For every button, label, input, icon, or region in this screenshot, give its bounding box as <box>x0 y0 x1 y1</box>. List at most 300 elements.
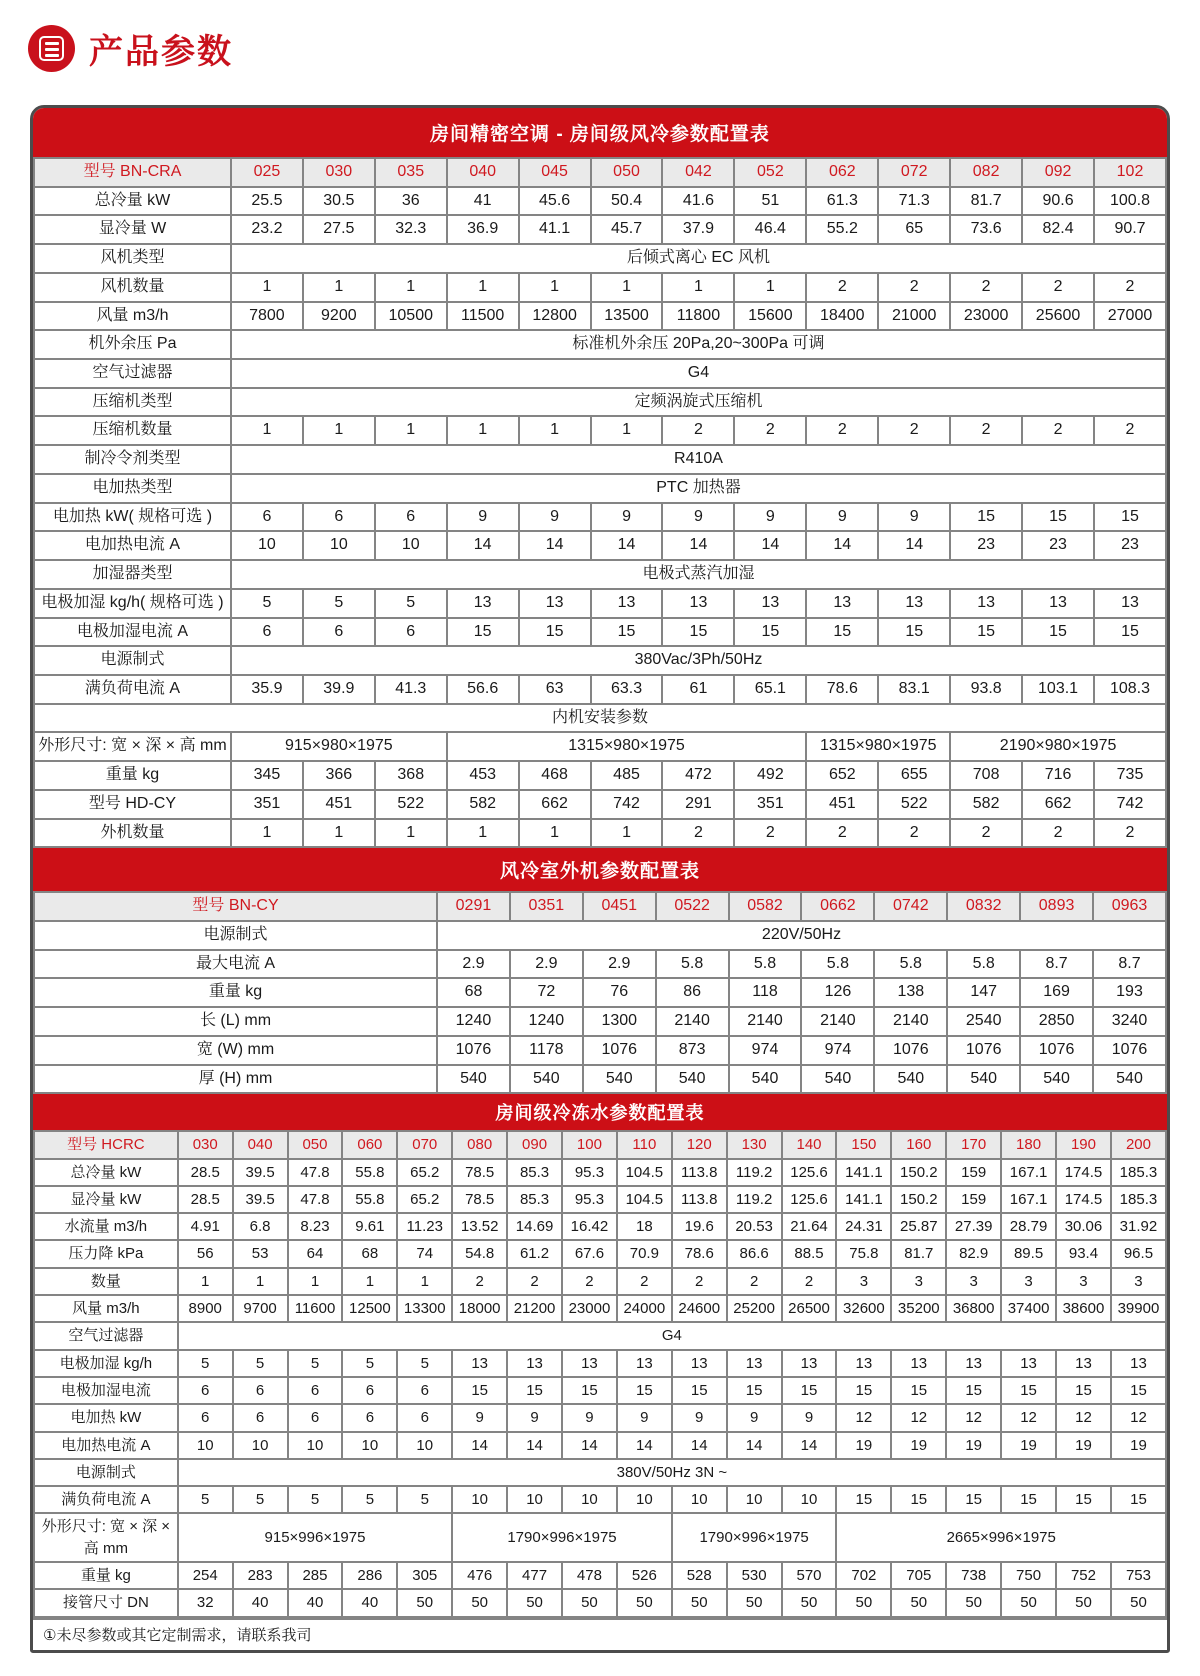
value-cell: 9 <box>662 503 734 532</box>
model-header-cell: 080 <box>452 1131 507 1158</box>
value-cell: 10 <box>727 1486 782 1513</box>
value-cell: 15 <box>617 1377 672 1404</box>
value-cell: 351 <box>734 790 806 819</box>
value-cell: 3 <box>946 1268 1001 1295</box>
value-cell: 104.5 <box>617 1186 672 1213</box>
value-cell: 28.5 <box>178 1159 233 1186</box>
table-row <box>34 503 1166 532</box>
value-cell: 32600 <box>836 1295 891 1322</box>
value-cell: 1300 <box>583 1007 656 1036</box>
value-cell: 5 <box>288 1350 343 1377</box>
value-cell: 1 <box>375 416 447 445</box>
model-header-row <box>34 158 1166 187</box>
value-cell: 2 <box>950 416 1022 445</box>
value-cell: 13 <box>452 1350 507 1377</box>
value-cell: 88.5 <box>782 1240 837 1267</box>
value-cell: 1 <box>447 819 519 848</box>
value-cell: 2540 <box>947 1007 1020 1036</box>
value-cell: 15 <box>878 618 950 647</box>
value-cell: 478 <box>562 1562 617 1589</box>
table-row <box>34 1350 1166 1377</box>
value-cell: 5 <box>233 1486 288 1513</box>
value-cell: 6 <box>303 618 375 647</box>
table-row <box>34 1459 1166 1486</box>
row-label: 电极加湿电流 A <box>34 618 231 647</box>
value-cell: 13 <box>946 1350 1001 1377</box>
value-cell: 27000 <box>1094 302 1166 331</box>
value-cell: 702 <box>836 1562 891 1589</box>
value-cell: 2.9 <box>437 950 510 979</box>
value-cell: 1076 <box>874 1036 947 1065</box>
value-cell: 368 <box>375 761 447 790</box>
value-cell: 38600 <box>1056 1295 1111 1322</box>
value-cell: 11600 <box>288 1295 343 1322</box>
value-cell: 285 <box>288 1562 343 1589</box>
value-cell: 35200 <box>891 1295 946 1322</box>
value-cell: 2140 <box>729 1007 802 1036</box>
value-cell: 50 <box>891 1589 946 1616</box>
value-cell: 540 <box>437 1065 510 1094</box>
table-banner: 风冷室外机参数配置表 <box>33 848 1167 891</box>
value-cell: 39900 <box>1111 1295 1166 1322</box>
value-cell: 4.91 <box>178 1213 233 1240</box>
value-cell: 752 <box>1056 1562 1111 1589</box>
value-cell: 14 <box>519 531 591 560</box>
value-cell: 5 <box>231 589 303 618</box>
value-cell: 8.7 <box>1020 950 1093 979</box>
value-cell: 25200 <box>727 1295 782 1322</box>
row-label: 压缩机数量 <box>34 416 231 445</box>
value-cell: 662 <box>1022 790 1094 819</box>
value-cell: 9 <box>734 503 806 532</box>
spec-table <box>33 1130 1167 1617</box>
value-cell: 93.4 <box>1056 1240 1111 1267</box>
value-cell: 12 <box>1111 1404 1166 1431</box>
value-cell: 36 <box>375 187 447 216</box>
value-cell: 540 <box>947 1065 1020 1094</box>
value-cell: 8900 <box>178 1295 233 1322</box>
value-cell: 540 <box>1093 1065 1166 1094</box>
value-cell: 21200 <box>507 1295 562 1322</box>
value-cell: 873 <box>656 1036 729 1065</box>
value-cell: 25600 <box>1022 302 1094 331</box>
value-cell: 61.2 <box>507 1240 562 1267</box>
value-cell: 10 <box>233 1432 288 1459</box>
value-cell: 169 <box>1020 978 1093 1007</box>
value-cell: 50 <box>782 1589 837 1616</box>
value-cell: 15 <box>1001 1486 1056 1513</box>
value-cell: 30.5 <box>303 187 375 216</box>
value-cell: 10 <box>178 1432 233 1459</box>
dimension-span-cell: 915×980×1975 <box>231 732 447 761</box>
value-cell: 50 <box>1056 1589 1111 1616</box>
model-header-cell: 045 <box>519 158 591 187</box>
dimension-span-cell: 1790×996×1975 <box>452 1513 672 1562</box>
value-cell: 13 <box>617 1350 672 1377</box>
value-cell: 23.2 <box>231 215 303 244</box>
value-cell: 9 <box>519 503 591 532</box>
value-cell: 1076 <box>437 1036 510 1065</box>
value-cell: 2 <box>562 1268 617 1295</box>
value-cell: 13 <box>806 589 878 618</box>
value-cell: 13 <box>891 1350 946 1377</box>
value-cell: 81.7 <box>891 1240 946 1267</box>
value-cell: 9 <box>447 503 519 532</box>
value-cell: 1076 <box>583 1036 656 1065</box>
value-cell: 15 <box>1022 618 1094 647</box>
value-cell: 12 <box>891 1404 946 1431</box>
table-row <box>34 1065 1166 1094</box>
page-title: 产品参数 <box>89 33 233 71</box>
model-header-cell: 102 <box>1094 158 1166 187</box>
row-label: 外机数量 <box>34 819 231 848</box>
row-label: 电极加湿 kg/h <box>34 1350 178 1377</box>
value-cell: 2 <box>734 819 806 848</box>
value-cell: 9 <box>878 503 950 532</box>
value-cell: 16.42 <box>562 1213 617 1240</box>
value-cell: 1240 <box>510 1007 583 1036</box>
value-cell: 15 <box>1001 1377 1056 1404</box>
value-cell: 5 <box>397 1486 452 1513</box>
value-cell: 50 <box>836 1589 891 1616</box>
model-header-cell: 0832 <box>947 892 1020 921</box>
value-cell: 14 <box>591 531 663 560</box>
model-header-cell: 040 <box>447 158 519 187</box>
row-label: 总冷量 kW <box>34 1159 178 1186</box>
value-cell: 19 <box>1056 1432 1111 1459</box>
value-cell: 90.6 <box>1022 187 1094 216</box>
value-cell: 71.3 <box>878 187 950 216</box>
value-cell: 13 <box>782 1350 837 1377</box>
model-header-cell: 0662 <box>801 892 874 921</box>
value-cell: 15 <box>452 1377 507 1404</box>
value-cell: 9.61 <box>342 1213 397 1240</box>
table-row <box>34 790 1166 819</box>
model-row-label: 型号 BN-CY <box>34 892 437 921</box>
dimension-span-cell: 1790×996×1975 <box>672 1513 837 1562</box>
model-header-cell: 030 <box>178 1131 233 1158</box>
value-cell: 193 <box>1093 978 1166 1007</box>
model-header-row <box>34 892 1166 921</box>
value-cell: 26500 <box>782 1295 837 1322</box>
value-cell: 13 <box>1001 1350 1056 1377</box>
value-cell: 10 <box>452 1486 507 1513</box>
value-cell: 13 <box>507 1350 562 1377</box>
value-cell: 582 <box>950 790 1022 819</box>
value-cell: 95.3 <box>562 1186 617 1213</box>
value-cell: 2 <box>507 1268 562 1295</box>
value-cell: 13 <box>950 589 1022 618</box>
value-cell: 5.8 <box>656 950 729 979</box>
table-row <box>34 921 1166 950</box>
value-cell: 14.69 <box>507 1213 562 1240</box>
table-row <box>34 445 1166 474</box>
value-cell: 63 <box>519 675 591 704</box>
value-cell: 13 <box>1094 589 1166 618</box>
value-cell: 1 <box>397 1268 452 1295</box>
table-row <box>34 1007 1166 1036</box>
value-cell: 1 <box>591 273 663 302</box>
value-cell: 6 <box>342 1377 397 1404</box>
value-cell: 12800 <box>519 302 591 331</box>
value-cell: 2.9 <box>510 950 583 979</box>
value-cell: 7800 <box>231 302 303 331</box>
model-header-row <box>34 1131 1166 1158</box>
model-header-cell: 0522 <box>656 892 729 921</box>
row-label: 电加热电流 A <box>34 531 231 560</box>
value-cell: 19.6 <box>672 1213 727 1240</box>
value-cell: 1076 <box>947 1036 1020 1065</box>
value-cell: 974 <box>801 1036 874 1065</box>
value-cell: 2 <box>662 416 734 445</box>
value-cell: 118 <box>729 978 802 1007</box>
value-cell: 15 <box>891 1377 946 1404</box>
value-cell: 291 <box>662 790 734 819</box>
value-cell: 13 <box>734 589 806 618</box>
value-cell: 5 <box>375 589 447 618</box>
value-cell: 1 <box>447 416 519 445</box>
value-cell: 3 <box>1111 1268 1166 1295</box>
value-cell: 15 <box>1056 1486 1111 1513</box>
value-cell: 14 <box>507 1432 562 1459</box>
value-cell: 366 <box>303 761 375 790</box>
value-cell: 2 <box>878 819 950 848</box>
value-cell: 2140 <box>874 1007 947 1036</box>
value-cell: 113.8 <box>672 1186 727 1213</box>
value-cell: 75.8 <box>836 1240 891 1267</box>
value-cell: 51 <box>734 187 806 216</box>
value-cell: 15 <box>1022 503 1094 532</box>
value-cell: 125.6 <box>782 1186 837 1213</box>
model-header-cell: 040 <box>233 1131 288 1158</box>
value-cell: 23000 <box>950 302 1022 331</box>
value-cell: 64 <box>288 1240 343 1267</box>
value-cell: 13.52 <box>452 1213 507 1240</box>
value-cell: 50 <box>617 1589 672 1616</box>
value-cell: 125.6 <box>782 1159 837 1186</box>
value-cell: 9 <box>591 503 663 532</box>
value-cell: 5.8 <box>874 950 947 979</box>
value-cell: 1 <box>231 819 303 848</box>
model-header-cell: 050 <box>288 1131 343 1158</box>
value-cell: 78.6 <box>806 675 878 704</box>
value-cell: 2 <box>1094 819 1166 848</box>
value-cell: 13 <box>836 1350 891 1377</box>
model-header-cell: 0963 <box>1093 892 1166 921</box>
value-cell: 82.9 <box>946 1240 1001 1267</box>
value-cell: 2 <box>672 1268 727 1295</box>
row-label: 重量 kg <box>34 978 437 1007</box>
section-row-cell: 内机安装参数 <box>34 704 1166 733</box>
value-cell: 185.3 <box>1111 1186 1166 1213</box>
table-row <box>34 732 1166 761</box>
value-cell: 15 <box>507 1377 562 1404</box>
model-header-cell: 120 <box>672 1131 727 1158</box>
value-cell: 9200 <box>303 302 375 331</box>
value-cell: 6 <box>342 1404 397 1431</box>
value-cell: 103.1 <box>1022 675 1094 704</box>
table-row <box>34 978 1166 1007</box>
table-row <box>34 215 1166 244</box>
value-cell: 9 <box>782 1404 837 1431</box>
value-cell: 1 <box>233 1268 288 1295</box>
value-cell: 90.7 <box>1094 215 1166 244</box>
value-cell: 40 <box>233 1589 288 1616</box>
value-cell: 15 <box>734 618 806 647</box>
value-cell: 3 <box>1056 1268 1111 1295</box>
spec-table <box>33 157 1167 848</box>
value-cell: 2 <box>950 819 1022 848</box>
value-cell: 96.5 <box>1111 1240 1166 1267</box>
value-cell: 47.8 <box>288 1186 343 1213</box>
merged-value-cell: PTC 加热器 <box>231 474 1166 503</box>
row-label: 长 (L) mm <box>34 1007 437 1036</box>
value-cell: 9 <box>806 503 878 532</box>
value-cell: 2 <box>452 1268 507 1295</box>
spec-table <box>33 891 1167 1094</box>
model-header-cell: 0351 <box>510 892 583 921</box>
value-cell: 1 <box>519 819 591 848</box>
value-cell: 570 <box>782 1562 837 1589</box>
value-cell: 61 <box>662 675 734 704</box>
value-cell: 35.9 <box>231 675 303 704</box>
table-row <box>34 1036 1166 1065</box>
value-cell: 10 <box>562 1486 617 1513</box>
value-cell: 50 <box>1111 1589 1166 1616</box>
value-cell: 40 <box>288 1589 343 1616</box>
model-header-cell: 200 <box>1111 1131 1166 1158</box>
value-cell: 20.53 <box>727 1213 782 1240</box>
value-cell: 522 <box>375 790 447 819</box>
value-cell: 753 <box>1111 1562 1166 1589</box>
value-cell: 2.9 <box>583 950 656 979</box>
value-cell: 141.1 <box>836 1186 891 1213</box>
table-row <box>34 474 1166 503</box>
value-cell: 6 <box>231 618 303 647</box>
value-cell: 113.8 <box>672 1159 727 1186</box>
value-cell: 15 <box>946 1486 1001 1513</box>
value-cell: 55.8 <box>342 1186 397 1213</box>
value-cell: 15 <box>1056 1377 1111 1404</box>
value-cell: 15 <box>836 1377 891 1404</box>
table-banner: 房间精密空调 - 房间级风冷参数配置表 <box>33 108 1167 157</box>
value-cell: 2 <box>806 273 878 302</box>
model-header-cell: 180 <box>1001 1131 1056 1158</box>
value-cell: 119.2 <box>727 1186 782 1213</box>
model-header-cell: 0451 <box>583 892 656 921</box>
value-cell: 5 <box>303 589 375 618</box>
model-header-cell: 0893 <box>1020 892 1093 921</box>
model-row-label: 型号 BN-CRA <box>34 158 231 187</box>
table-row <box>34 1432 1166 1459</box>
value-cell: 2 <box>1022 819 1094 848</box>
value-cell: 55.2 <box>806 215 878 244</box>
value-cell: 5 <box>397 1350 452 1377</box>
value-cell: 2 <box>727 1268 782 1295</box>
value-cell: 708 <box>950 761 1022 790</box>
value-cell: 10 <box>231 531 303 560</box>
model-header-cell: 072 <box>878 158 950 187</box>
value-cell: 9 <box>507 1404 562 1431</box>
row-label: 重量 kg <box>34 761 231 790</box>
table-row <box>34 1213 1166 1240</box>
value-cell: 6 <box>303 503 375 532</box>
row-label: 电源制式 <box>34 1459 178 1486</box>
row-label: 电源制式 <box>34 921 437 950</box>
value-cell: 138 <box>874 978 947 1007</box>
value-cell: 2 <box>662 819 734 848</box>
value-cell: 738 <box>946 1562 1001 1589</box>
row-label: 厚 (H) mm <box>34 1065 437 1094</box>
table-row <box>34 302 1166 331</box>
row-label: 水流量 m3/h <box>34 1213 178 1240</box>
value-cell: 974 <box>729 1036 802 1065</box>
value-cell: 1 <box>591 819 663 848</box>
value-cell: 5 <box>288 1486 343 1513</box>
value-cell: 78.5 <box>452 1159 507 1186</box>
value-cell: 1076 <box>1093 1036 1166 1065</box>
value-cell: 39.5 <box>233 1159 288 1186</box>
value-cell: 1 <box>303 416 375 445</box>
value-cell: 5 <box>178 1486 233 1513</box>
value-cell: 21.64 <box>782 1213 837 1240</box>
row-label: 重量 kg <box>34 1562 178 1589</box>
row-label: 电源制式 <box>34 646 231 675</box>
row-label: 风机数量 <box>34 273 231 302</box>
value-cell: 13 <box>727 1350 782 1377</box>
merged-value-cell: 电极式蒸汽加湿 <box>231 560 1166 589</box>
value-cell: 185.3 <box>1111 1159 1166 1186</box>
value-cell: 68 <box>342 1240 397 1267</box>
value-cell: 10 <box>342 1432 397 1459</box>
dimension-span-cell: 1315×980×1975 <box>447 732 807 761</box>
value-cell: 528 <box>672 1562 727 1589</box>
value-cell: 13 <box>519 589 591 618</box>
value-cell: 6 <box>288 1404 343 1431</box>
value-cell: 54.8 <box>452 1240 507 1267</box>
dimension-span-cell: 2190×980×1975 <box>950 732 1166 761</box>
value-cell: 476 <box>452 1562 507 1589</box>
value-cell: 41.6 <box>662 187 734 216</box>
value-cell: 23 <box>1094 531 1166 560</box>
value-cell: 14 <box>727 1432 782 1459</box>
value-cell: 662 <box>519 790 591 819</box>
value-cell: 167.1 <box>1001 1159 1056 1186</box>
spec-sheet <box>30 105 1170 1653</box>
value-cell: 1 <box>519 416 591 445</box>
value-cell: 1 <box>734 273 806 302</box>
value-cell: 11.23 <box>397 1213 452 1240</box>
merged-value-cell: R410A <box>231 445 1166 474</box>
value-cell: 582 <box>447 790 519 819</box>
value-cell: 9 <box>617 1404 672 1431</box>
value-cell: 147 <box>947 978 1020 1007</box>
value-cell: 530 <box>727 1562 782 1589</box>
value-cell: 27.5 <box>303 215 375 244</box>
value-cell: 12500 <box>342 1295 397 1322</box>
value-cell: 41 <box>447 187 519 216</box>
value-cell: 18 <box>617 1213 672 1240</box>
value-cell: 50 <box>562 1589 617 1616</box>
value-cell: 540 <box>874 1065 947 1094</box>
value-cell: 72 <box>510 978 583 1007</box>
value-cell: 76 <box>583 978 656 1007</box>
value-cell: 50 <box>507 1589 562 1616</box>
dimension-span-cell: 1315×980×1975 <box>806 732 950 761</box>
value-cell: 13 <box>591 589 663 618</box>
value-cell: 6 <box>397 1404 452 1431</box>
value-cell: 68 <box>437 978 510 1007</box>
